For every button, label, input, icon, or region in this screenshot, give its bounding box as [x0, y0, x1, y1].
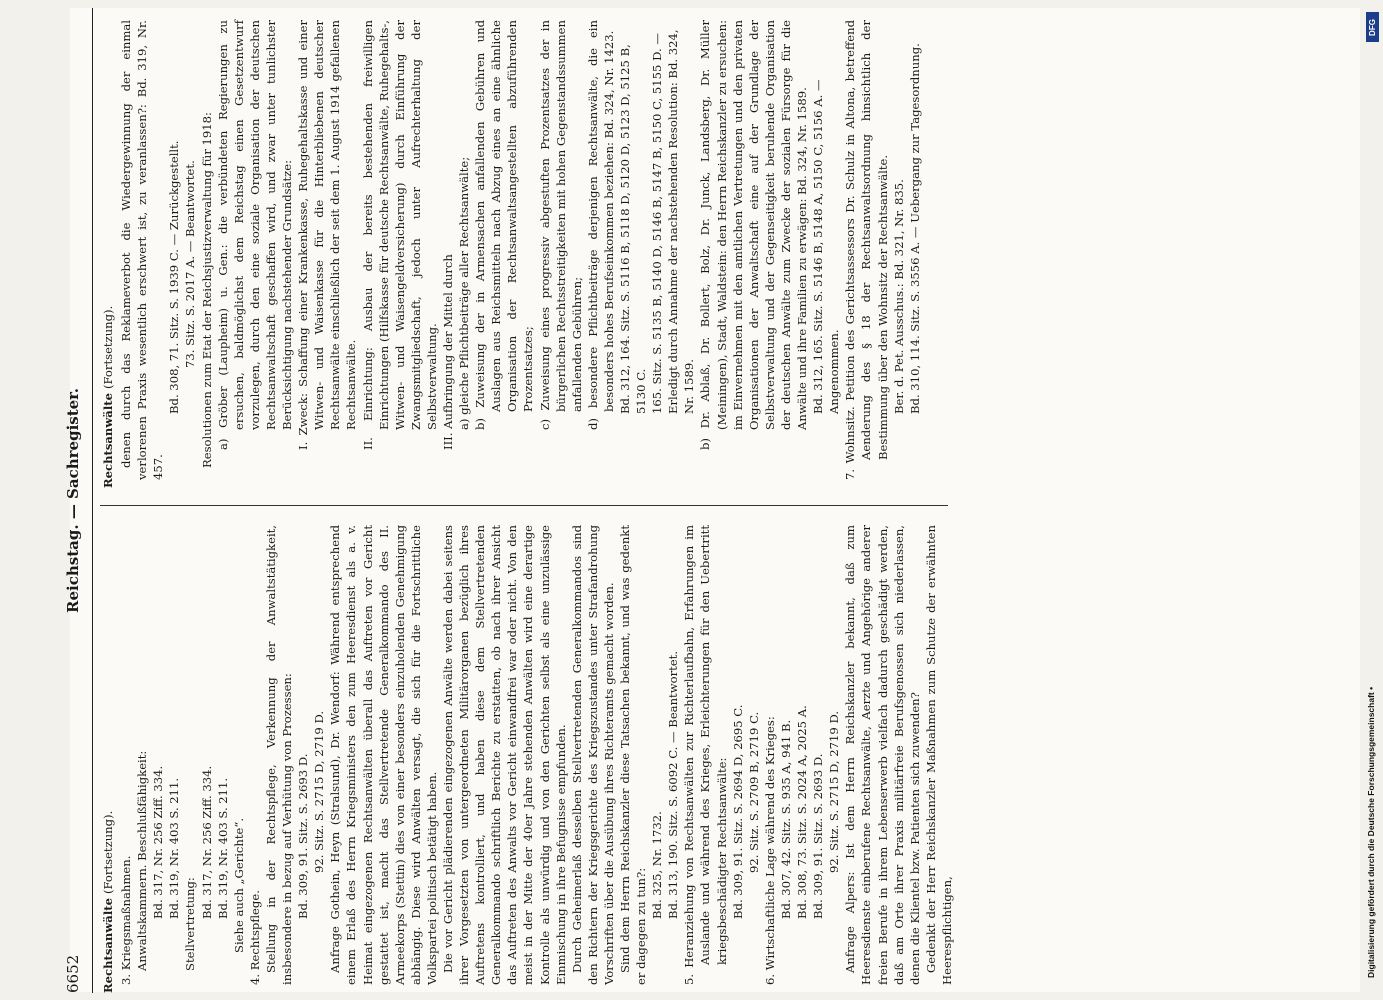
entry-line: 6. Wirtschaftliche Lage während des Krieges: — [762, 716, 777, 985]
entry-line: 7. Wohnsitz. Petition des Gerichtsassessors Dr. Schulz in Altona, betreffend Aenderung des § 18 der Rechtsanwaltsordnung hinsichtlich der Bestimmung über den Wohnsitz der Rechtsanwälte. — [843, 20, 890, 480]
reference-line: 165. Sitz. S. 5135 B, 5140 D, 5146 B, 5147 B, 5150 C, 5155 D. — Erledigt durch Annahme der nachstehenden Resolution: Bd. 324, Nr. 1589. — [650, 29, 697, 414]
reference-line: Bd. 312, 165. Sitz. S. 5146 B, 5148 A, 5150 C, 5156 A. — Angenommen. — [811, 79, 842, 414]
resolution-item: I. Zweck: Schaffung einer Krankenkasse, Ruhegehaltskasse und einer Witwen- und Waisenkasse für die Hinterbliebenen deutscher Rechtsanwälte einschließlich der seit dem 1. August 1914 gefallenen Rechtsanwälte. — [296, 20, 359, 450]
reference-line: Bd. 308, 73. Sitz. S. 2024 A, 2025 A. — [795, 705, 810, 919]
reference-line: 73. Sitz. S. 2017 A. — Beantwortet. — [183, 160, 198, 368]
resolution-item: III. Aufbringung der Mittel durch — [440, 254, 455, 450]
entry-paragraph: Die vor Gericht plädierenden eingezogenen Anwälte werden dabei seitens ihrer Vorgesetzten von untergeordneten Militärorganen bezüglich ihres Auftretens kontrolliert, und haben diese dem Stellvertretenden Generalkommando schriftlich Berichte zu erstatten, ob nach ihrer Ansicht das Auftreten des Anwalts vor Gericht einwandfrei war oder nicht. Von den meist in der Mitte der 40er Jahre stehenden Anwälten wird eine derartige Kontrolle als unwürdig und von den Gerichten selbst als eine unzulässige Einmischung in ihre Befugnisse empfunden. — [440, 525, 568, 985]
left-column — [100, 525, 954, 993]
entry-paragraph: Sind dem Herrn Reichskanzler diese Tatsachen bekannt, und was gedenkt er dagegen zu tun?: — [618, 525, 649, 985]
reference-line: Bd. 325, Nr. 1732. — [650, 811, 665, 919]
reference-line: Bd. 309, 91. Sitz. S. 2694 D, 2695 C. — [730, 704, 745, 919]
running-title: Reichstag. — Sachregister. — [64, 388, 82, 613]
resolution-subitem: a) gleiche Pflichtbeiträge aller Rechtsanwälte; — [457, 156, 472, 430]
entry-line: 4. Rechtspflege. — [247, 890, 262, 985]
resolution-subitem: c) Zuweisung eines progressiv abgestuften Prozentsatzes der in bürgerlichen Rechtsstreitigkeiten mit hohen Gegenstandssummen anfallenden Gebühren; — [537, 20, 584, 430]
reference-line: Bd. 312, 164. Sitz. S. 5116 B, 5118 D, 5120 D, 5123 D, 5125 B, 5130 C. — [618, 44, 649, 414]
reference-line: 92. Sitz. S. 2715 D, 2719 D. — [827, 710, 842, 873]
header-rule — [92, 8, 93, 993]
reference-line: Bd. 317, Nr. 256 Ziff. 334. — [199, 765, 214, 919]
page-header — [60, 8, 90, 993]
reference-line: Ber. d. Pet. Ausschus.: Bd. 321, Nr. 835. — [891, 179, 906, 414]
right-column-heading: Rechtsanwälte (Fortsetzung). — [101, 305, 115, 488]
rotated-page — [60, 8, 954, 993]
resolution-subitem: d) besondere Pflichtbeiträge derjenigen Rechtsanwälte, die ein besonders hohes Berufseinkommen beziehen: Bd. 324, Nr. 1423. — [585, 20, 616, 430]
entry-line: Stellvertretung: — [183, 877, 198, 971]
entry-paragraph: Anfrage Alpers: Ist dem Herrn Reichskanzler bekannt, daß zum Heeresdienste einberufene Rechtsanwälte, Aerzte und Angehörige anderer freien Berufe in ihrem Lebenserwerb vielfach dadurch geschädigt werden, daß am Orte ihrer Praxis militärfreie Berufsgenossen sich niederlassen, denen die Klientel bzw. Patienten sich zuwenden? — [843, 525, 922, 985]
entry-line: Anwaltskammern. Beschlußfähigkeit: — [135, 750, 150, 971]
reference-line: 92. Sitz. S. 2715 D, 2719 D. — [312, 710, 327, 873]
reference-line: Bd. 319, Nr. 403 S. 211. — [167, 777, 182, 919]
entry-paragraph: Resolutionen zum Etat der Reichsjustizverwaltung für 1918: — [199, 112, 214, 468]
entry-paragraph: Stellung in der Rechtspflege, Verkennung der Anwaltstätigkeit, insbesondere in bezug auf Verhütung von Prozessen: — [263, 525, 295, 985]
reference-line: Bd. 308, 71. Sitz. S. 1939 C. — Zurückgestellt. — [167, 140, 182, 414]
reference-line: Bd. 307, 42. Sitz. S. 935 A, 941 B. — [778, 719, 793, 919]
resolution-item: a) Gröber (Laupheim) u. Gen.: die verbündeten Regierungen zu ersuchen, baldmöglichst dem Reichstag einen Gesetzentwurf vorzulegen, durch den eine soziale Organisation der deutschen Rechtsanwaltschaft geschaffen wird, und zwar unter tunlichster Berücksichtigung nachstehender Grundsätze: — [215, 20, 295, 450]
page-number: 6652 — [64, 954, 82, 993]
reference-line: Bd. 310, 114. Sitz. S. 3556 A. — Uebergang zur Tagesordnung. — [907, 43, 922, 414]
reference-line: Bd. 309, 91. Sitz. S. 2693 D. — [811, 753, 826, 919]
entry-paragraph: denen durch das Reklameverbot die Wiedergewinnung der einmal verlorenen Praxis wesentlich erschwert ist, zu veranlassen?: Bd. 319, Nr. 457. — [119, 20, 166, 480]
resolution-item: b) Dr. Ablaß, Dr. Bollert, Bolz, Dr. Junck, Landsberg, Dr. Müller (Meiningen), Stadt, Waldstein: den Herrn Reichskanzler zu ersuchen: im Einvernehmen mit den amtlichen Vertretungen und den privaten Organisationen der Anwaltschaft eine auf der Grundlage der Selbstverwaltung und der Gegenseitigkeit beruhende Organisation der deutschen Anwälte zum Zwecke der sozialen Fürsorge für die Anwälte und ihre Familien zu erwägen: Bd. 324, Nr. 1589. — [698, 20, 810, 450]
entry-paragraph: Durch Geheimerlaß desselben Stellvertretenden Generalkommandos sind den Richtern der Kriegsgerichte des Kriegszustandes unter Strafandrohung Vorschriften über die Ausübung ihres Richteramts gemacht worden. — [569, 525, 616, 985]
entry-line: 5. Heranziehung von Rechtsanwälten zur Richterlaufbahn, Erfahrungen im Auslande und während des Krieges, Erleichterungen für den Uebertritt kriegsbeschädigter Rechtsanwälte: — [682, 525, 729, 985]
reference-line: Bd. 319, Nr. 403 S. 211. — [215, 777, 230, 919]
resolution-subitem: b) Zuweisung der in Armensachen anfallenden Gebühren und Auslagen aus Reichsmitteln nach Abzug eines an eine ähnliche Organisation der Rechtsanwaltsangestellten abzuführenden Prozentsatzes; — [473, 20, 536, 430]
digitization-credit: Digitalisierung gefördert durch die Deutsche Forschungsgemeinschaft • — [1366, 686, 1376, 978]
reference-line: Bd. 309, 91. Sitz. S. 2693 D. — [296, 753, 311, 919]
column-divider — [100, 505, 948, 506]
right-column — [100, 20, 948, 488]
entry-paragraph: Anfrage Gothein, Heyn (Stralsund), Dr. Wendorf: Während entsprechend einem Erlaß des Herrn Kriegsministers den zum Heeresdienst als a. v. Heimat eingezogenen Rechtsanwälten überall das Auftreten vor Gericht gestattet ist, macht das Stellvertretende Generalkommando des II. Armeekorps (Stettin) dies von einer besonders einzuholenden Genehmigung abhängig. Diese wird Anwälten versagt, die sich für die Fortschrittliche Volkspartei politisch betätigt haben. — [328, 525, 439, 985]
reference-line: Bd. 313, 190. Sitz. S. 6092 C. — Beantwortet. — [666, 650, 681, 919]
reference-line: 92. Sitz. S. 2709 B, 2719 C. — [746, 711, 761, 873]
entry-line: 3. Kriegsmaßnahmen. — [119, 855, 134, 985]
resolution-item: II. Einrichtung: Ausbau der bereits bestehenden freiwilligen Einrichtungen (Hilfskasse für deutsche Rechtsanwälte, Ruhegehalts-, Witwen- und Waisengeldversicherung) durch Einführung der Zwangsmitgliedschaft, jedoch unter Aufrechterhaltung der Selbstverwaltung. — [360, 20, 439, 450]
cross-reference: Siehe auch „Gerichte“. — [231, 817, 246, 953]
dfg-logo: DFG — [1366, 12, 1379, 42]
entry-paragraph: Gedenkt der Herr Reichskanzler Maßnahmen zum Schutze der erwähnten Heerespflichtigen, — [923, 525, 954, 985]
left-column-heading: Rechtsanwälte (Fortsetzung). — [101, 810, 115, 993]
reference-line: Bd. 317, Nr. 256 Ziff. 334. — [151, 765, 166, 919]
